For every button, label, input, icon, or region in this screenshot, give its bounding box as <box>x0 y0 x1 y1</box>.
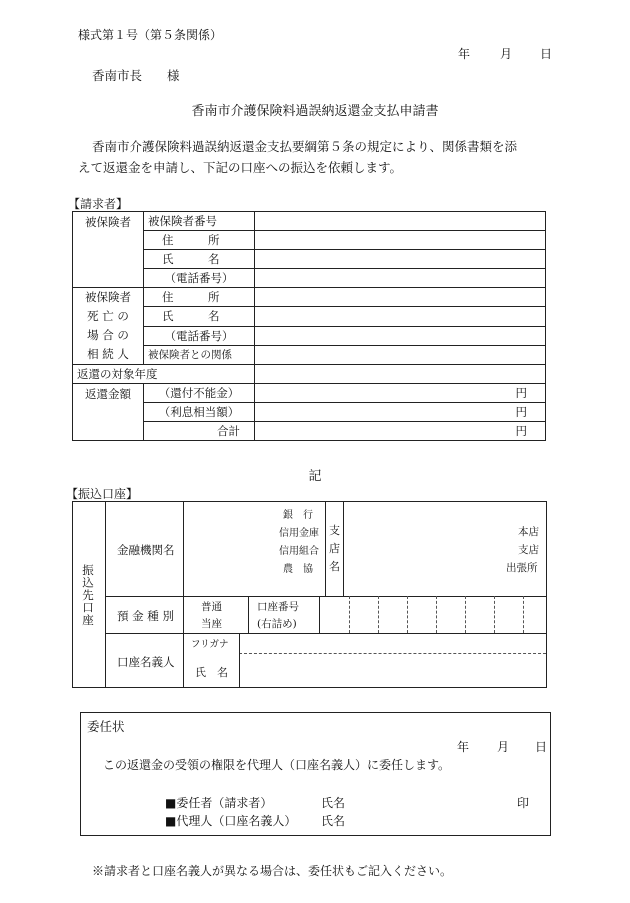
insured-label: 被保険者 <box>73 212 144 288</box>
seal-mark: 印 <box>517 796 530 810</box>
holder-label: 口座名義人 <box>117 655 175 669</box>
claimant-section-title: 【請求者】 <box>68 197 129 211</box>
phone-label: （電話番号） <box>144 269 255 288</box>
proxy-principal: ■委任者（請求者） <box>165 796 273 810</box>
heir-phone-label: （電話番号） <box>144 326 255 345</box>
institution-type-shinkin[interactable]: 信用金庫 <box>279 528 319 539</box>
divider <box>239 653 546 654</box>
refund-row-1-label: （還付不能金） <box>144 384 255 403</box>
ki-label: 記 <box>308 469 322 484</box>
divider <box>183 502 184 687</box>
divider <box>465 596 466 633</box>
divider <box>105 596 546 597</box>
branch-type-branch[interactable]: 支店 <box>518 544 539 556</box>
proxy-agent-name-label: 氏名 <box>321 814 346 828</box>
relation-field[interactable] <box>255 345 546 364</box>
divider <box>248 596 249 633</box>
date-year: 年 <box>458 47 471 61</box>
account-table <box>72 501 547 688</box>
divider <box>349 596 350 633</box>
name-field[interactable] <box>255 250 546 269</box>
heir-phone-field[interactable] <box>255 326 546 345</box>
form-number: 様式第１号（第５条関係） <box>78 28 223 42</box>
branch-label: 支店名 <box>329 524 340 573</box>
target-year-label: 返還の対象年度 <box>73 365 255 384</box>
divider <box>343 502 344 596</box>
insured-number-field[interactable] <box>255 212 546 231</box>
proxy-box <box>80 712 551 836</box>
insured-number-label: 被保険者番号 <box>144 212 255 231</box>
divider <box>494 596 495 633</box>
refund-total-label: 合計 <box>144 422 255 441</box>
divider <box>378 596 379 633</box>
account-number-note: (右詰め) <box>257 618 297 630</box>
account-section-title: 【振込口座】 <box>66 487 139 501</box>
divider <box>523 596 524 633</box>
phone-field[interactable] <box>255 269 546 288</box>
deposit-type-ordinary[interactable]: 普通 <box>201 601 222 613</box>
branch-type-office[interactable]: 出張所 <box>506 562 538 574</box>
heir-label: 被保険者 死 亡 の 場 合 の 相 続 人 <box>73 288 144 365</box>
refund-row-1-field[interactable]: 円 <box>255 384 546 403</box>
proxy-text: この返還金の受領の権限を代理人（口座名義人）に委任します。 <box>103 758 451 772</box>
intro-line-2: えて返還金を申請し、下記の口座への振込を依頼します。 <box>78 160 403 175</box>
proxy-title: 委任状 <box>87 719 125 734</box>
target-year-field[interactable] <box>255 365 546 384</box>
divider <box>325 502 326 596</box>
account-side-label: 振込先口座 <box>73 502 106 687</box>
heir-address-field[interactable] <box>255 288 546 307</box>
address-field[interactable] <box>255 231 546 250</box>
divider <box>239 633 240 687</box>
page-title: 香南市介護保険料過誤納返還金支払申請書 <box>191 104 439 119</box>
furigana-label: フリガナ <box>191 639 229 650</box>
refund-row-2-label: （利息相当額） <box>144 403 255 422</box>
deposit-type-current[interactable]: 当座 <box>201 618 222 630</box>
proxy-date-year: 年 <box>457 740 470 754</box>
heir-name-label: 氏 名 <box>144 307 255 326</box>
institution-type-nokyo[interactable]: 農 協 <box>283 564 313 575</box>
divider <box>319 596 320 633</box>
date-day: 日 <box>540 47 553 61</box>
institution-label: 金融機関名 <box>117 543 175 557</box>
divider <box>436 596 437 633</box>
proxy-agent: ■代理人（口座名義人） <box>165 814 297 828</box>
holder-name-label: 氏 名 <box>195 666 228 679</box>
proxy-principal-name-label: 氏名 <box>321 796 346 810</box>
relation-label: 被保険者との関係 <box>144 345 255 364</box>
institution-type-kumiai[interactable]: 信用組合 <box>279 546 319 557</box>
refund-label: 返還金額 <box>73 384 144 441</box>
name-label: 氏 名 <box>144 250 255 269</box>
heir-name-field[interactable] <box>255 307 546 326</box>
refund-row-2-field[interactable]: 円 <box>255 403 546 422</box>
date-month: 月 <box>500 47 513 61</box>
claimant-table <box>72 211 546 441</box>
refund-total-field[interactable]: 円 <box>255 422 546 441</box>
divider <box>407 596 408 633</box>
account-number-label: 口座番号 <box>257 601 299 613</box>
proxy-date-month: 月 <box>497 740 510 754</box>
addressee: 香南市長 様 <box>92 68 180 83</box>
footnote: ※請求者と口座名義人が異なる場合は、委任状もご記入ください。 <box>92 864 453 878</box>
intro-line-1: 香南市介護保険料過誤納返還金支払要綱第５条の規定により、関係書類を添 <box>92 139 518 154</box>
heir-address-label: 住 所 <box>144 288 255 307</box>
address-label: 住 所 <box>144 231 255 250</box>
divider <box>105 633 546 634</box>
deposit-type-label: 預 金 種 別 <box>117 609 174 623</box>
branch-type-main[interactable]: 本店 <box>518 526 539 538</box>
institution-type-bank[interactable]: 銀 行 <box>283 510 313 521</box>
proxy-date-day: 日 <box>535 740 548 754</box>
